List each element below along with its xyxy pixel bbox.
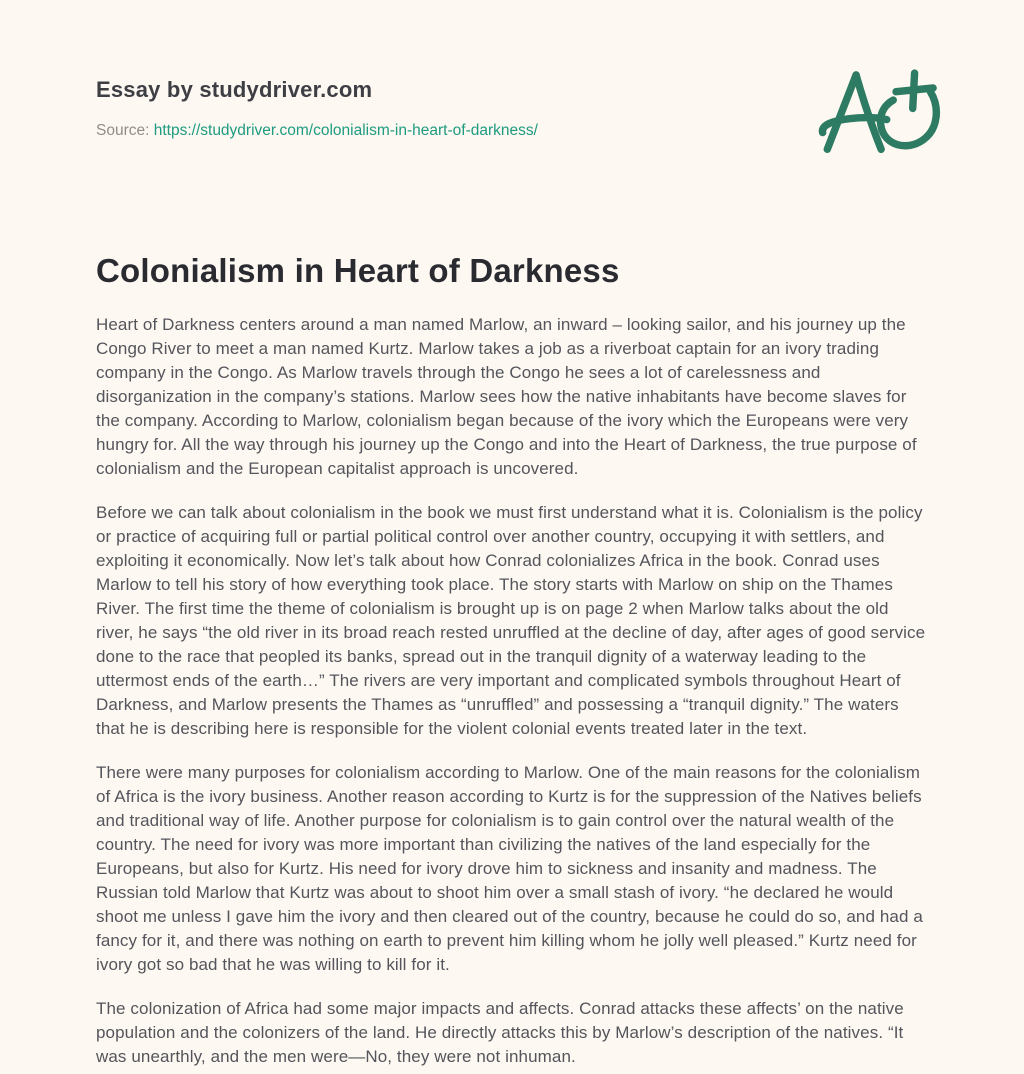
source-link[interactable]: https://studydriver.com/colonialism-in-heart-of-darkness/: [153, 122, 538, 139]
essay-paragraph: The colonization of Africa had some major impacts and affects. Conrad attacks these affects’ on the native population and the colonizers of the land. He directly attacks this by Marlow’s description of the natives. “It was unearthly, and the men were—No, they were not inhuman.: [96, 999, 904, 1066]
page-header: [96, 77, 928, 142]
source-label: Source:: [96, 122, 150, 139]
a-plus-logo-icon: [818, 66, 948, 162]
essay-paragraph: There were many purposes for colonialism according to Marlow. One of the main reasons for the colonialism of Africa is the ivory business. Another reason according to Kurtz is for the suppression of the Natives beliefs and traditional way of life. Another purpose for colonialism is to gain control over the natural wealth of the country. The need for ivory was more important than civilizing the natives of the land especially for the Europeans, but also for Kurtz. His need for ivory drove him to sickness and insanity and madness. The Russian told Marlow that Kurtz was about to shoot him over a small stash of ivory. “he declared he would shoot me unless I gave him the ivory and then cleared out of the country, because he could do so, and had a fancy for it, and there was nothing on earth to prevent him killing whom he jolly well pleased.” Kurtz need for ivory got so bad that he was willing to kill for it.: [96, 763, 923, 974]
essay-paragraph: Heart of Darkness centers around a man named Marlow, an inward – looking sailor, and his journey up the Congo River to meet a man named Kurtz. Marlow takes a job as a riverboat captain for an ivory trading company in the Congo. As Marlow travels through the Congo he sees a lot of carelessness and disorganization in the company’s stations. Marlow sees how the native inhabitants have become slaves for the company. According to Marlow, colonialism began because of the ivory which the Europeans were very hungry for. All the way through his journey up the Congo and into the Heart of Darkness, the true purpose of colonialism and the European capitalist approach is uncovered.: [96, 315, 917, 478]
source-row: [96, 120, 928, 142]
essay-body: [96, 313, 928, 1069]
site-title: Essay by studydriver.com: [96, 77, 373, 102]
essay-paragraph: Before we can talk about colonialism in the book we must first understand what it is. Colonialism is the policy or practice of acquiring full or partial political control over another country, occupying it with settlers, and exploiting it economically. Now let’s talk about how Conrad colonializes Africa in the book. Conrad uses Marlow to tell his story of how everything took place. The story starts with Marlow on ship on the Thames River. The first time the theme of colonialism is brought up is on page 2 when Marlow talks about the old river, he says “the old river in its broad reach rested unruffled at the decline of day, after ages of good service done to the race that peopled its banks, spread out in the tranquil dignity of a waterway leading to the uttermost ends of the earth…” The rivers are very important and complicated symbols throughout Heart of Darkness, and Marlow presents the Thames as “unruffled” and possessing a “tranquil dignity.” The waters that he is describing here is responsible for the violent colonial events treated later in the text.: [96, 503, 926, 738]
essay-title: Colonialism in Heart of Darkness: [96, 252, 620, 289]
